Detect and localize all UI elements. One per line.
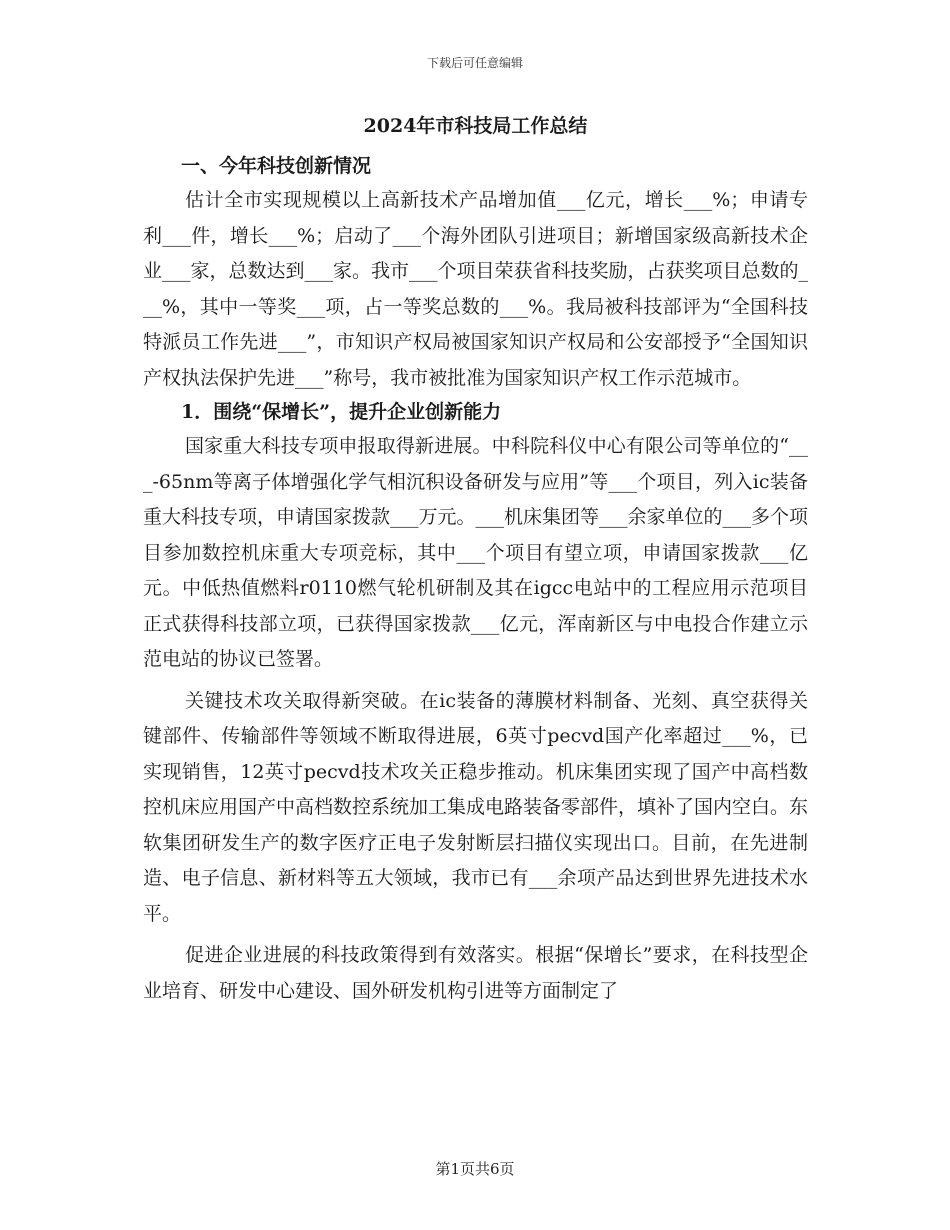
document-body [143, 110, 808, 1009]
header-note: 下载后可任意编辑 [426, 56, 523, 70]
document-title: 2024年市科技局工作总结 [363, 115, 588, 137]
page-number: 第1页共6页 [435, 1160, 515, 1178]
section-heading-1: 一、今年科技创新情况 [181, 155, 372, 177]
paragraph-policy: 促进企业进展的科技政策得到有效落实。根据“保增长”要求，在科技型企业培育、研发中心建设、国外研发机构引进等方面制定了 [143, 944, 808, 1002]
subsection-heading-1: 1．围绕“保增长”，提升企业创新能力 [181, 401, 502, 423]
section-1-paragraph: 估计全市实现规模以上高新技术产品增加值___亿元，增长___%；申请专利___件，增长___%；启动了___个海外团队引进项目；新增国家级高新技术企业___家，总数达到___家。我市___个项目荣获省科技奖励，占获奖项目总数的___%，其中一等奖___项，占一等奖总数的___%。我局被科技部评为“全国科技特派员工作先进___”，市知识产权局被国家知识产权局和公安部授予“全国知识产权执法保护先进___”称号，我市被批准为国家知识产权工作示范城市。 [143, 189, 809, 389]
paragraph-key-technology: 关键技术攻关取得新突破。在ic装备的薄膜材料制备、光刻、真空获得关键部件、传输部件等领域不断取得进展，6英寸pecvd国产化率超过___%，已实现销售，12英寸pecvd技术攻关正稳步推动。机床集团实现了国产中高档数控机床应用国产中高档数控系统加工集成电路装备零部件，填补了国内空白。东软集团研发生产的数字医疗正电子发射断层扫描仪实现出口。目前，在先进制造、电子信息、新材料等五大领域，我市已有___余项产品达到世界先进技术水平。 [143, 689, 809, 925]
paragraph-major-projects: 国家重大科技专项申报取得新进展。中科院科仪中心有限公司等单位的“___-65nm等离子体增强化学气相沉积设备研发与应用”等___个项目，列入ic装备重大科技专项，申请国家拨款___万元。___机床集团等___余家单位的___多个项目参加数控机床重大专项竞标，其中___个项目有望立项，申请国家拨款___亿元。中低热值燃料r0110燃气轮机研制及其在igcc电站中的工程应用示范项目正式获得科技部立项，已获得国家拨款___亿元，浑南新区与中电投合作建立示范电站的协议已签署。 [143, 435, 809, 670]
